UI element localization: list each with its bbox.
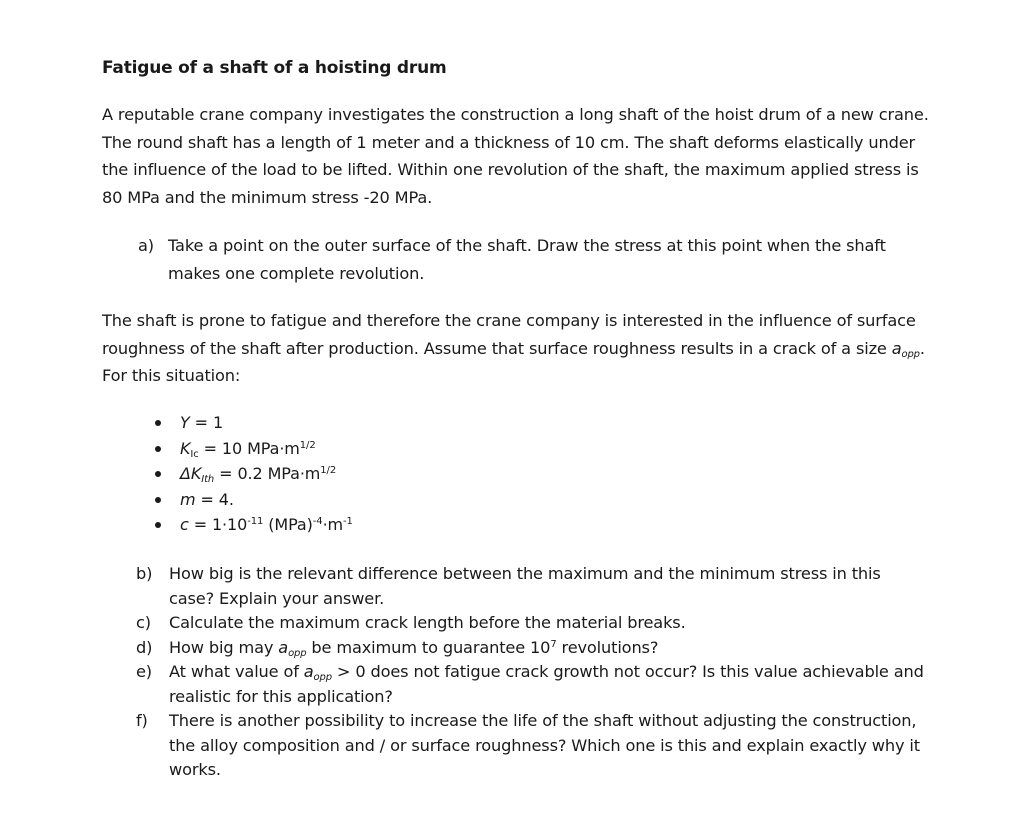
parameter-list [152, 410, 353, 538]
question-b-label: b) [136, 564, 153, 583]
y-symbol: Y [180, 413, 190, 432]
fatigue-text-before: The shaft is prone to fatigue and therefore the crane company is interested in the influence of surface roughness of the shaft after production. Assume that surface roughness results in a crack of a size [102, 311, 916, 358]
parameter-c [152, 512, 353, 538]
intro-paragraph: A reputable crane company investigates the construction a long shaft of the hoist drum of a new crane. The round shaft has a length of 1 meter and a thickness of 10 cm. The shaft deforms elastically under the influence of the load to be lifted. Within one revolution of the shaft, the maximum applied stress is 80 MPa and the minimum stress -20 MPa. [102, 105, 929, 207]
question-d-label: d) [136, 637, 153, 657]
kic-exponent: 1/2 [299, 439, 316, 451]
question-e-text-1: At what value of [169, 662, 304, 681]
question-d-text [169, 636, 926, 661]
dk-subscript: Ith [201, 474, 215, 485]
crack-size-symbol: a [891, 338, 902, 358]
m-symbol: m [180, 489, 196, 509]
question-e-label: e) [136, 662, 152, 681]
parameter-m [152, 487, 353, 513]
c-symbol: c [180, 515, 189, 534]
question-a-text: Take a point on the outer surface of the shaft. Draw the stress at this point when the shaft makes one complete revolution. [168, 236, 886, 283]
question-a-label: a) [138, 236, 154, 255]
kic-symbol: K [180, 438, 191, 458]
parameter-kic [152, 436, 353, 462]
question-f-label: f) [136, 711, 148, 730]
question-c-label: c) [136, 613, 151, 632]
parameter-delta-k [152, 461, 353, 487]
c-value-3: ·m [322, 515, 344, 534]
crack-size-subscript: opp [901, 348, 920, 360]
dk-value: = 0.2 MPa·m [214, 464, 321, 483]
question-d-exponent: 7 [550, 638, 557, 650]
c-exp-3: -1 [343, 516, 353, 527]
c-exp-1: -11 [247, 516, 264, 527]
y-value: = 1 [189, 413, 224, 432]
m-value: = 4. [195, 489, 234, 509]
question-f-text: There is another possibility to increase the life of the shaft without adjusting the construction, the alloy composition and / or surface roughness? Which one is this and explain exactly why it works. [169, 711, 920, 779]
fatigue-paragraph [102, 307, 932, 390]
c-value-1: = 1·10 [188, 515, 248, 534]
question-e-text [169, 660, 926, 709]
dk-exponent: 1/2 [320, 465, 337, 476]
fatigue-text-after: . For this situation: [102, 338, 925, 385]
document-title: Fatigue of a shaft of a hoisting drum [102, 58, 447, 78]
question-e [136, 660, 926, 709]
question-list [136, 562, 926, 783]
question-e-crack-symbol: a [303, 662, 314, 681]
question-d-crack-subscript: opp [288, 647, 307, 659]
question-b-text: How big is the relevant difference between the maximum and the minimum stress in this case? Explain your answer. [169, 564, 881, 608]
question-d-text-1: How big may [169, 637, 279, 657]
question-d [136, 636, 926, 661]
c-exp-2: -4 [312, 516, 323, 527]
kic-value: = 10 MPa·m [198, 438, 300, 458]
question-b [136, 562, 926, 611]
question-e-text-2: > 0 does not fatigue crack growth not occur? Is this value achievable and realistic for this application? [169, 662, 924, 706]
question-f [136, 709, 926, 783]
question-d-text-3: revolutions? [556, 637, 659, 657]
parameter-y [152, 410, 353, 436]
question-c [136, 611, 926, 636]
question-a [138, 232, 918, 288]
dk-symbol: ΔK [180, 464, 202, 483]
question-c-text: Calculate the maximum crack length before the material breaks. [169, 613, 686, 632]
question-e-crack-subscript: opp [313, 672, 332, 683]
c-value-2: (MPa) [263, 515, 313, 534]
kic-subscript: Ic [190, 448, 199, 460]
question-d-text-2: be maximum to guarantee 10 [306, 637, 551, 657]
question-d-crack-symbol: a [278, 637, 289, 657]
